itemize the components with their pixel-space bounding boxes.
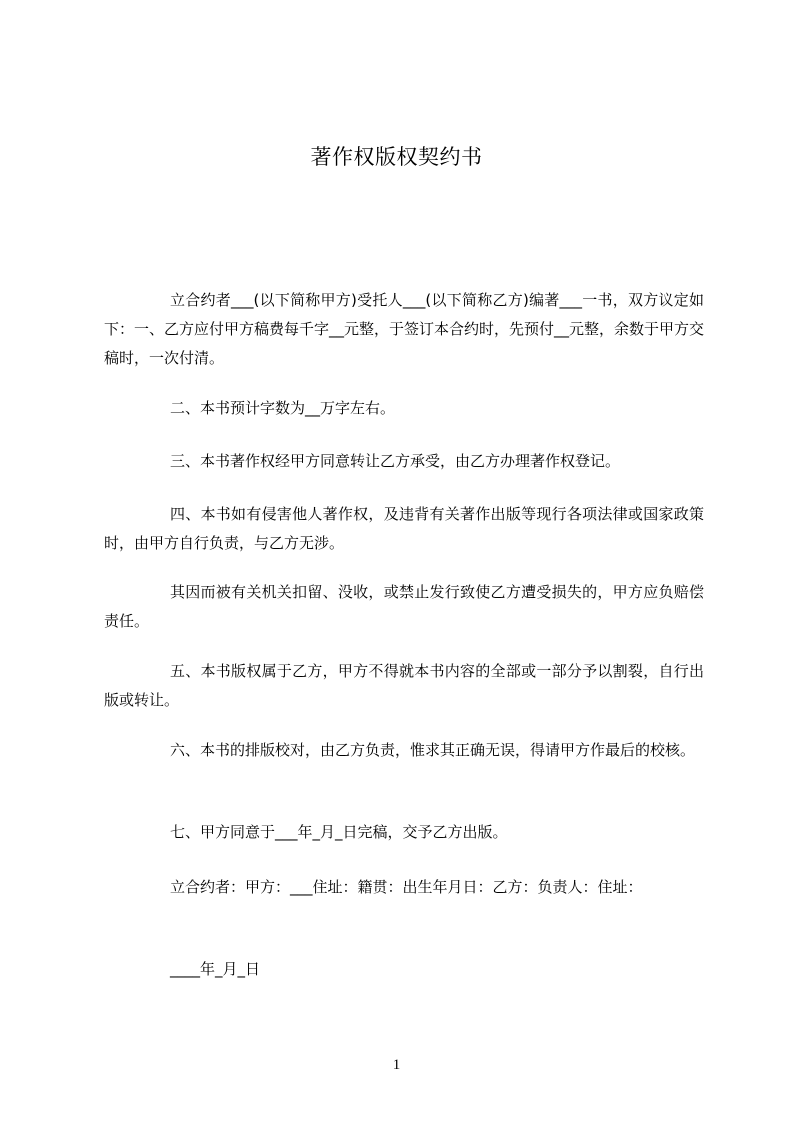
signature-line: 立合约者：甲方：___住址：籍贯：出生年月日：乙方：负责人：住址： <box>170 878 643 896</box>
paragraph-clause-4-supplement: 其因而被有关机关扣留、没收，或禁止发行致使乙方遭受损失的，甲方应负赔偿责任。 <box>104 583 704 630</box>
page-number: 1 <box>392 1057 401 1073</box>
paragraph-clause-2: 二、本书预计字数为__万字左右。 <box>170 399 396 417</box>
paragraph-clause-5: 五、本书版权属于乙方，甲方不得就本书内容的全部或一部分予以割裂，自行出版或转让。 <box>104 662 704 709</box>
paragraph-clause-3: 三、本书著作权经甲方同意转让乙方承受，由乙方办理著作权登记。 <box>170 452 621 470</box>
paragraph-clause-7: 七、甲方同意于___年_月_日完稿，交予乙方出版。 <box>170 823 508 841</box>
paragraph-clause-4: 四、本书如有侵害他人著作权，及违背有关著作出版等现行各项法律或国家政策时，由甲方自行负责，与乙方无涉。 <box>104 505 704 552</box>
date-line: ____年_月_日 <box>170 960 261 978</box>
document-title: 著作权版权契约书 <box>310 145 483 169</box>
paragraph-clause-6: 六、本书的排版校对，由乙方负责，惟求其正确无误，得请甲方作最后的校核。 <box>170 741 696 759</box>
paragraph-intro: 立合约者___(以下简称甲方)受托人___(以下简称乙方)编著___一书，双方议定如下：一、乙方应付甲方稿费每千字__元整，于签订本合约时，先预付__元整，余数于甲方交稿时，一次付清。 <box>104 291 705 367</box>
